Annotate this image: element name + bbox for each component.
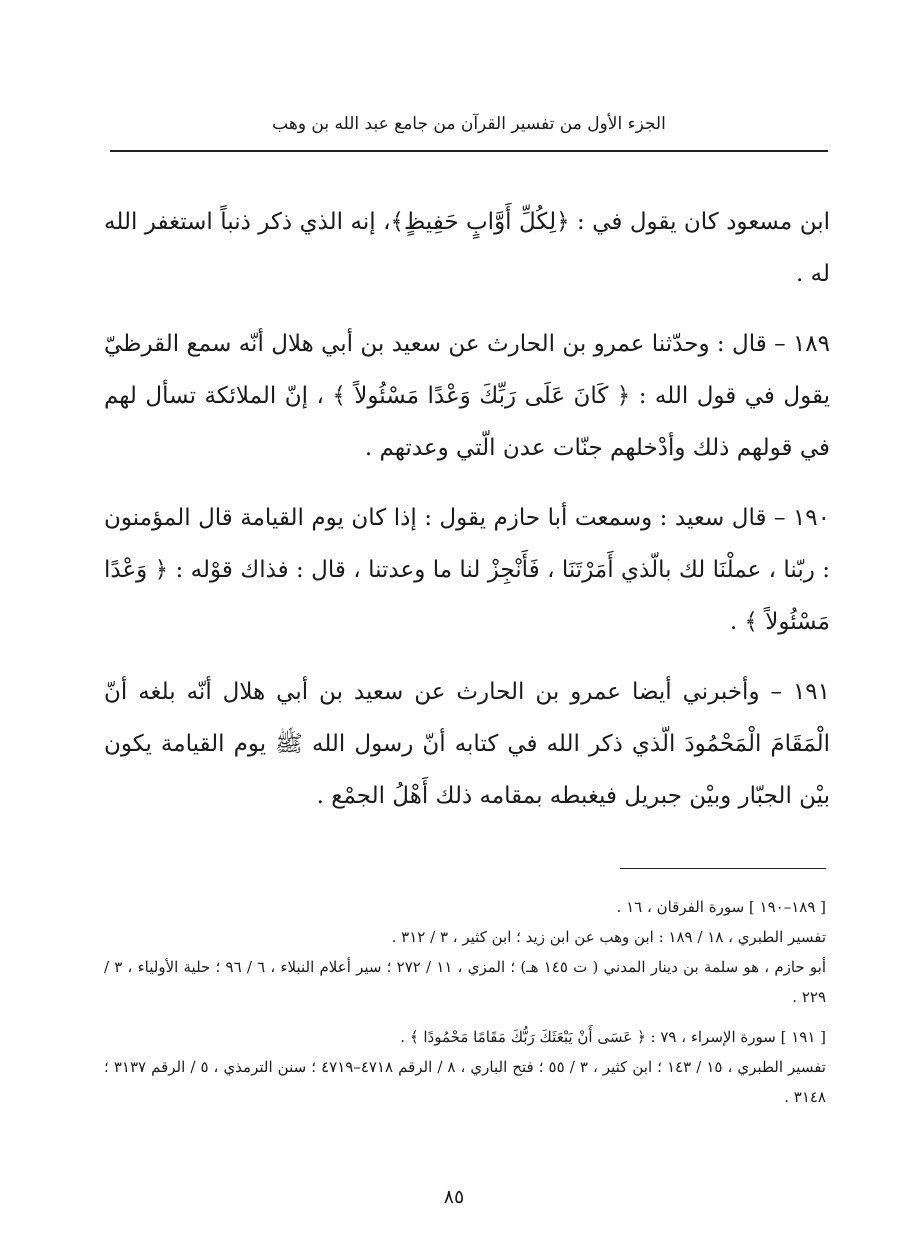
footnote-tabari-191: تفسير الطبري ، ١٥ / ١٤٣ ؛ ابن كثير ، ٣ / ٥٥ ؛ فتح الباري ، ٨ / الرقم ٤٧١٨–٤٧١٩ ؛ سنن الترمذي ، ٥ / الرقم ٣١٣٧ ؛ ٣١٤٨ . xyxy=(104,1058,826,1106)
page-number: ٨٥ xyxy=(443,1186,465,1208)
footnote-gap xyxy=(104,1012,826,1022)
main-text xyxy=(104,196,830,840)
header-divider xyxy=(110,150,828,152)
paragraph-190: ١٩٠ – قال سعيد : وسمعت أبا حازم يقول : إذا كان يوم القيامة قال المؤمنون : ربّنا ، عملْنَا لك بالّذي أَمَرْتَنَا ، فَأَنْجِزْ لنا ما وعدتنا ، قال : فذاك قوْله : ﴿ وَعْدًا مَسْئُولاً ﴾ . xyxy=(104,505,830,635)
footnote-sura-isra: [ ١٩١ ] سورة الإسراء ، ٧٩ : ﴿ عَسَى أَنْ يَبْعَثَكَ رَبُّكَ مَقَامًا مَحْمُودًا ﴾ . xyxy=(400,1028,826,1046)
intro-paragraph: ابن مسعود كان يقول في : ﴿لِكُلِّ أَوَّابٍ حَفِيظٍ﴾، إنه الذي ذكر ذنباً استغفر الله له . xyxy=(104,209,830,287)
paragraph-191: ١٩١ – وأخبرني أيضا عمرو بن الحارث عن سعيد بن أبي هلال أنّه بلغه أنّ الْمَقَامَ الْمَحْمُودَ الّذي ذكر الله في كتابه أنّ رسول الله ﷺ يوم القيامة يكون بيْن الجبّار وبيْن جبريل فيغبطه بمقامه ذلك أَهْلُ الجمْع . xyxy=(104,679,830,809)
footnote-divider xyxy=(620,868,826,869)
running-header: الجزء الأول من تفسير القرآن من جامع عبد الله بن وهب xyxy=(272,114,666,134)
paragraph-189: ١٨٩ – قال : وحدّثنا عمرو بن الحارث عن سعيد بن أبي هلال أنّه سمع القرظيّ يقول في قول الله : ﴿ كَانَ عَلَى رَبِّكَ وَعْدًا مَسْئُولاً ﴾ ، إنّ الملائكة تسأل لهم في قولهم ذلك وأدْخلهم جنّات عدن الّتي وعدتهم . xyxy=(104,331,830,461)
footnote-tabari-189: تفسير الطبري ، ١٨ / ١٨٩ : ابن وهب عن ابن زيد ؛ ابن كثير ، ٣ / ٣١٢ . xyxy=(391,928,826,946)
footnote-abu-hazim: أبو حازم ، هو سلمة بن دينار المدني ( ت ١٤٥ هـ) ؛ المزي ، ١١ / ٢٧٢ ؛ سير أعلام النبلاء ، ٦ / ٩٦ ؛ حلية الأولياء ، ٣ / ٢٢٩ . xyxy=(104,958,827,1006)
footnote-sura-furqan: [ ١٨٩–١٩٠ ] سورة الفرقان ، ١٦ . xyxy=(616,898,826,916)
footnotes xyxy=(104,892,826,1112)
